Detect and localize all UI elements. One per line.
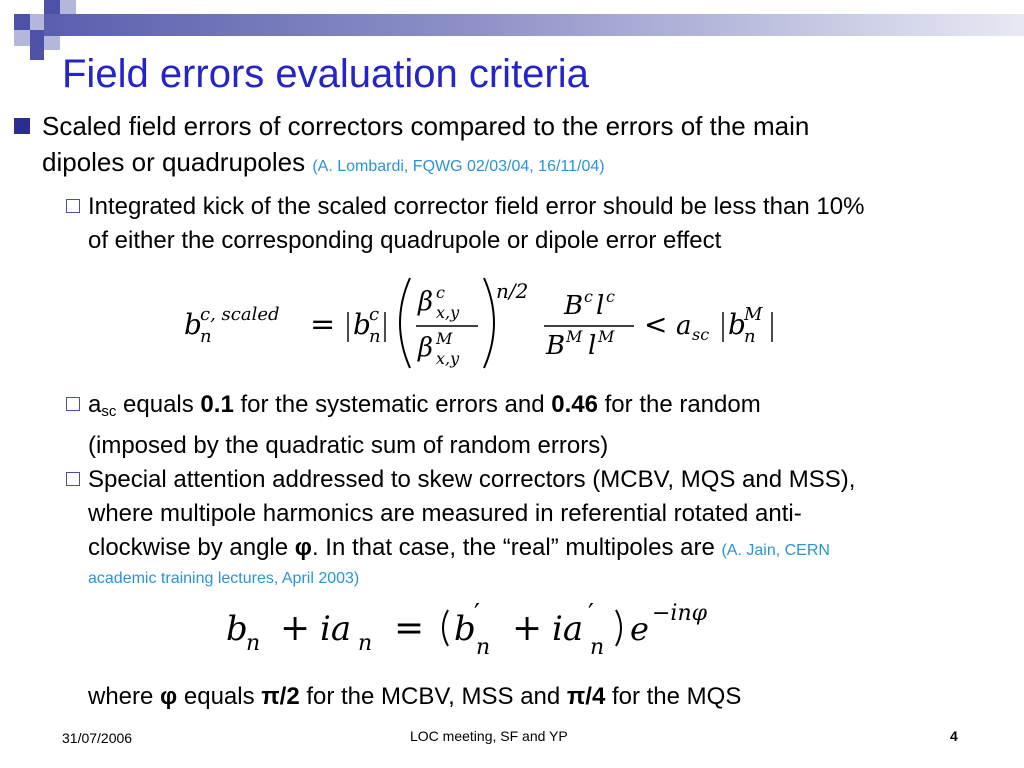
formula-symbol: ia [552, 609, 584, 649]
formula-symbol: n [590, 635, 605, 660]
inline-value: π/2 [261, 683, 300, 710]
formula-symbol: n/2 [496, 279, 529, 303]
deco-square [30, 46, 44, 60]
formula-symbol: β [418, 287, 434, 317]
sub-bullet-text: (imposed by the quadratic sum of random errors) [88, 432, 609, 459]
formula-symbol: n [744, 326, 756, 347]
deco-square [44, 36, 60, 50]
inline-text: where [88, 683, 161, 710]
inline-text: for the random [597, 391, 761, 418]
formula-symbol: ′ [588, 599, 594, 629]
formula-symbol: β [418, 333, 434, 363]
sub-bullet-skew-correctors [66, 463, 1021, 590]
formula-symbol: + [512, 608, 543, 649]
deco-square [60, 0, 76, 14]
inline-text: for the systematic errors and [233, 391, 552, 418]
formula-symbol: c, scaled [200, 304, 280, 325]
formula-symbol: = [310, 307, 336, 342]
sub-bullet-text: Special attention addressed to skew correctors (MCBV, MQS and MSS), [88, 466, 856, 493]
page-title: Field errors evaluation criteria [62, 52, 589, 96]
inline-subscript: sc [101, 403, 117, 420]
formula-symbol: c [584, 287, 593, 306]
inline-text: for the MCBV, MSS and [299, 683, 567, 710]
sub-bullet-text: of either the corresponding quadrupole or dipole error effect [88, 227, 722, 254]
formula-symbol: b [353, 308, 371, 341]
inline-value: 0.46 [551, 391, 598, 418]
formula-symbol: sc [692, 325, 710, 344]
bullet-text: dipoles or quadrupoles [42, 147, 306, 177]
inline-value: φ [160, 683, 178, 710]
deco-square [14, 14, 30, 30]
formula-symbol: x,y [436, 303, 460, 322]
sub-bullet-text: where multipole harmonics are measured in referential rotated anti- [88, 500, 802, 527]
inline-text: clockwise by angle [88, 534, 295, 561]
formula-symbol: n [476, 635, 491, 660]
header-gradient-bar [44, 14, 1024, 36]
formula-symbol: ′ [474, 599, 480, 629]
formula-symbol: M [744, 304, 763, 325]
inline-value: φ [294, 534, 312, 561]
formula-symbol: B [546, 331, 566, 361]
formula-symbol: c [369, 304, 380, 325]
formula-symbol: M [436, 329, 453, 348]
inline-text: a [88, 391, 102, 418]
formula-symbol: n [358, 631, 373, 656]
formula-symbol: ia [320, 609, 352, 649]
formula-symbol: n [246, 631, 261, 656]
formula-symbol: b [184, 308, 202, 341]
formula-symbol: e [630, 610, 649, 648]
inline-text: for the MQS [605, 683, 742, 710]
inline-text: equals [116, 391, 201, 418]
deco-square [14, 30, 30, 46]
citation: academic training lectures, April 2003) [88, 570, 360, 587]
inline-value: 0.1 [200, 391, 234, 418]
formula-symbol: −inφ [652, 601, 708, 626]
formula-symbol: = [394, 608, 425, 649]
rotated-multipole-formula [222, 594, 752, 664]
inline-value: π/4 [566, 683, 606, 710]
formula-symbol: a [676, 311, 692, 341]
citation: (A. Lombardi, FQWG 02/03/04, 16/11/04) [312, 158, 605, 175]
formula-symbol: x,y [436, 349, 460, 368]
formula-symbol: c [436, 283, 445, 302]
sub-bullet-integrated-kick [66, 190, 1021, 258]
bullet-square-icon [14, 118, 30, 134]
formula-symbol: B [564, 291, 584, 321]
formula-symbol: + [280, 608, 311, 649]
formula-symbol: b [454, 609, 476, 649]
deco-square [30, 30, 44, 46]
main-bullet [14, 108, 1014, 185]
formula-symbol: c [606, 287, 615, 306]
formula-symbol: l [596, 291, 605, 321]
formula-symbol: n [369, 326, 381, 347]
formula-symbol: b [728, 308, 746, 341]
formula-symbol: M [566, 327, 583, 346]
inline-text: . In that case, the “real” multipoles are [311, 534, 722, 561]
formula-symbol: b [226, 609, 248, 649]
hollow-square-icon [66, 397, 80, 411]
sub-bullet-asc [66, 388, 1021, 463]
deco-square [44, 0, 60, 14]
bullet-line: Scaled field errors of correctors compared to the errors of the main [42, 111, 810, 141]
sub-bullet-line [66, 531, 1021, 568]
hollow-square-icon [66, 199, 80, 213]
scaled-error-formula [178, 268, 798, 376]
formula-symbol: M [598, 327, 615, 346]
page-number: 4 [950, 728, 958, 744]
inline-text: equals [177, 683, 262, 710]
formula-symbol: l [588, 331, 597, 361]
deco-square [30, 14, 44, 30]
footer-center: LOC meeting, SF and YP [410, 728, 568, 744]
where-line [88, 680, 1024, 714]
formula-symbol: < [644, 308, 668, 341]
sub-bullet-text: Integrated kick of the scaled corrector field error should be less than 10% [88, 193, 865, 220]
bullet-line [42, 144, 1014, 185]
hollow-square-icon [66, 472, 80, 486]
citation: (A. Jain, CERN [721, 542, 830, 559]
footer-date: 31/07/2006 [62, 730, 133, 746]
formula-symbol: n [200, 326, 212, 347]
